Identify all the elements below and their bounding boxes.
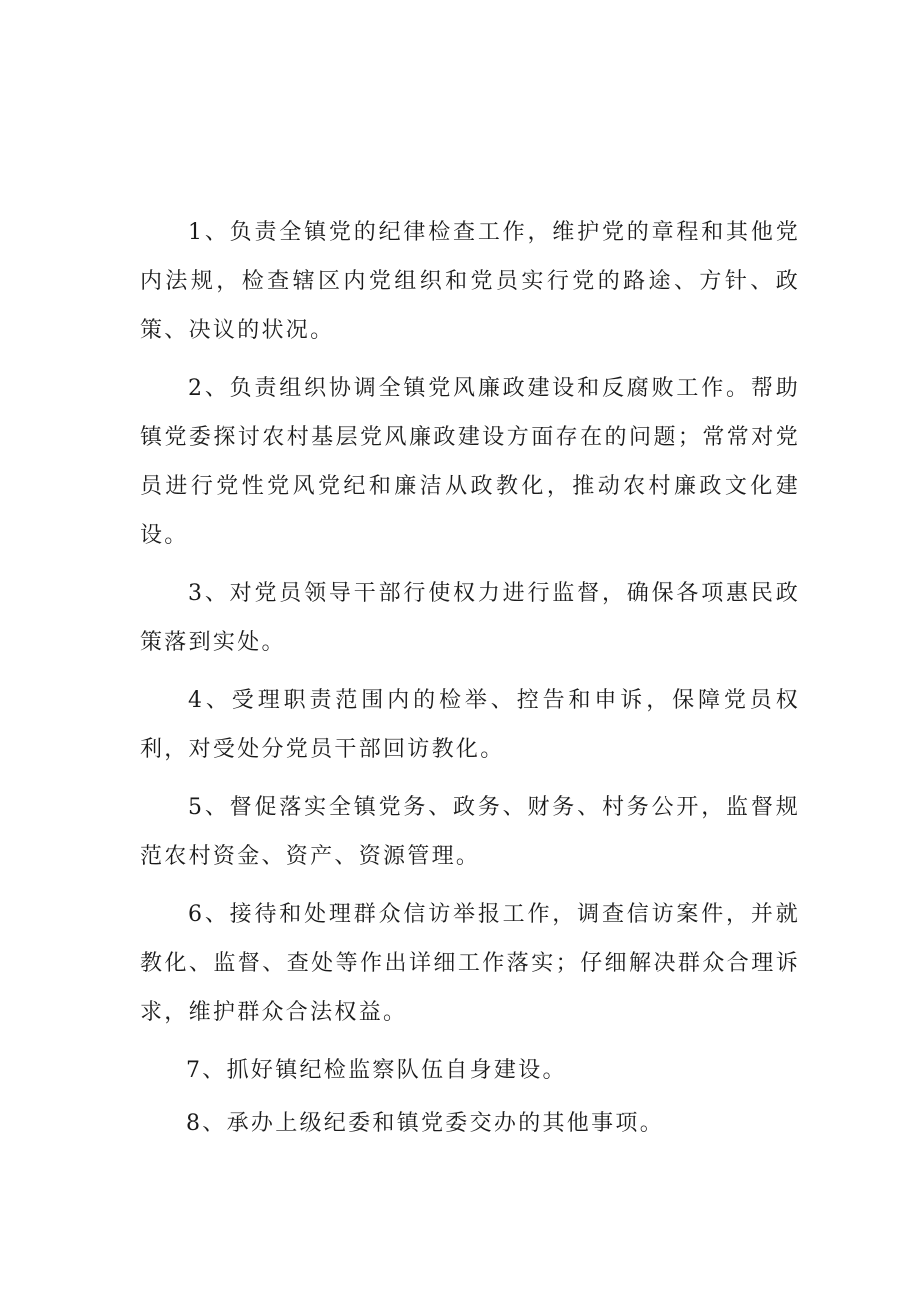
paragraph-7: 7、抓好镇纪检监察队伍自身建设。 (186, 1058, 567, 1083)
paragraph-5: 5、督促落实全镇党务、政务、财务、村务公开，监督规范农村资金、资产、资源管理。 (140, 795, 800, 869)
paragraph-8: 8、承办上级纪委和镇党委交办的其他事项。 (186, 1111, 664, 1136)
paragraph-1: 1、负责全镇党的纪律检查工作，维护党的章程和其他党内法规，检查辖区内党组织和党员实行党的路途、方针、政策、决议的状况。 (140, 220, 800, 343)
paragraph-6: 6、接待和处理群众信访举报工作，调查信访案件，并就教化、监督、查处等作出详细工作落实；仔细解决群众合理诉求，维护群众合法权益。 (140, 902, 800, 1025)
paragraph-4: 4、受理职责范围内的检举、控告和申诉，保障党员权利，对受处分党员干部回访教化。 (140, 688, 800, 762)
paragraph-2: 2、负责组织协调全镇党风廉政建设和反腐败工作。帮助镇党委探讨农村基层党风廉政建设方面存在的问题；常常对党员进行党性党风党纪和廉洁从政教化，推动农村廉政文化建设。 (140, 376, 800, 548)
document-body (140, 208, 800, 1152)
paragraph-3: 3、对党员领导干部行使权力进行监督，确保各项惠民政策落到实处。 (140, 581, 800, 655)
